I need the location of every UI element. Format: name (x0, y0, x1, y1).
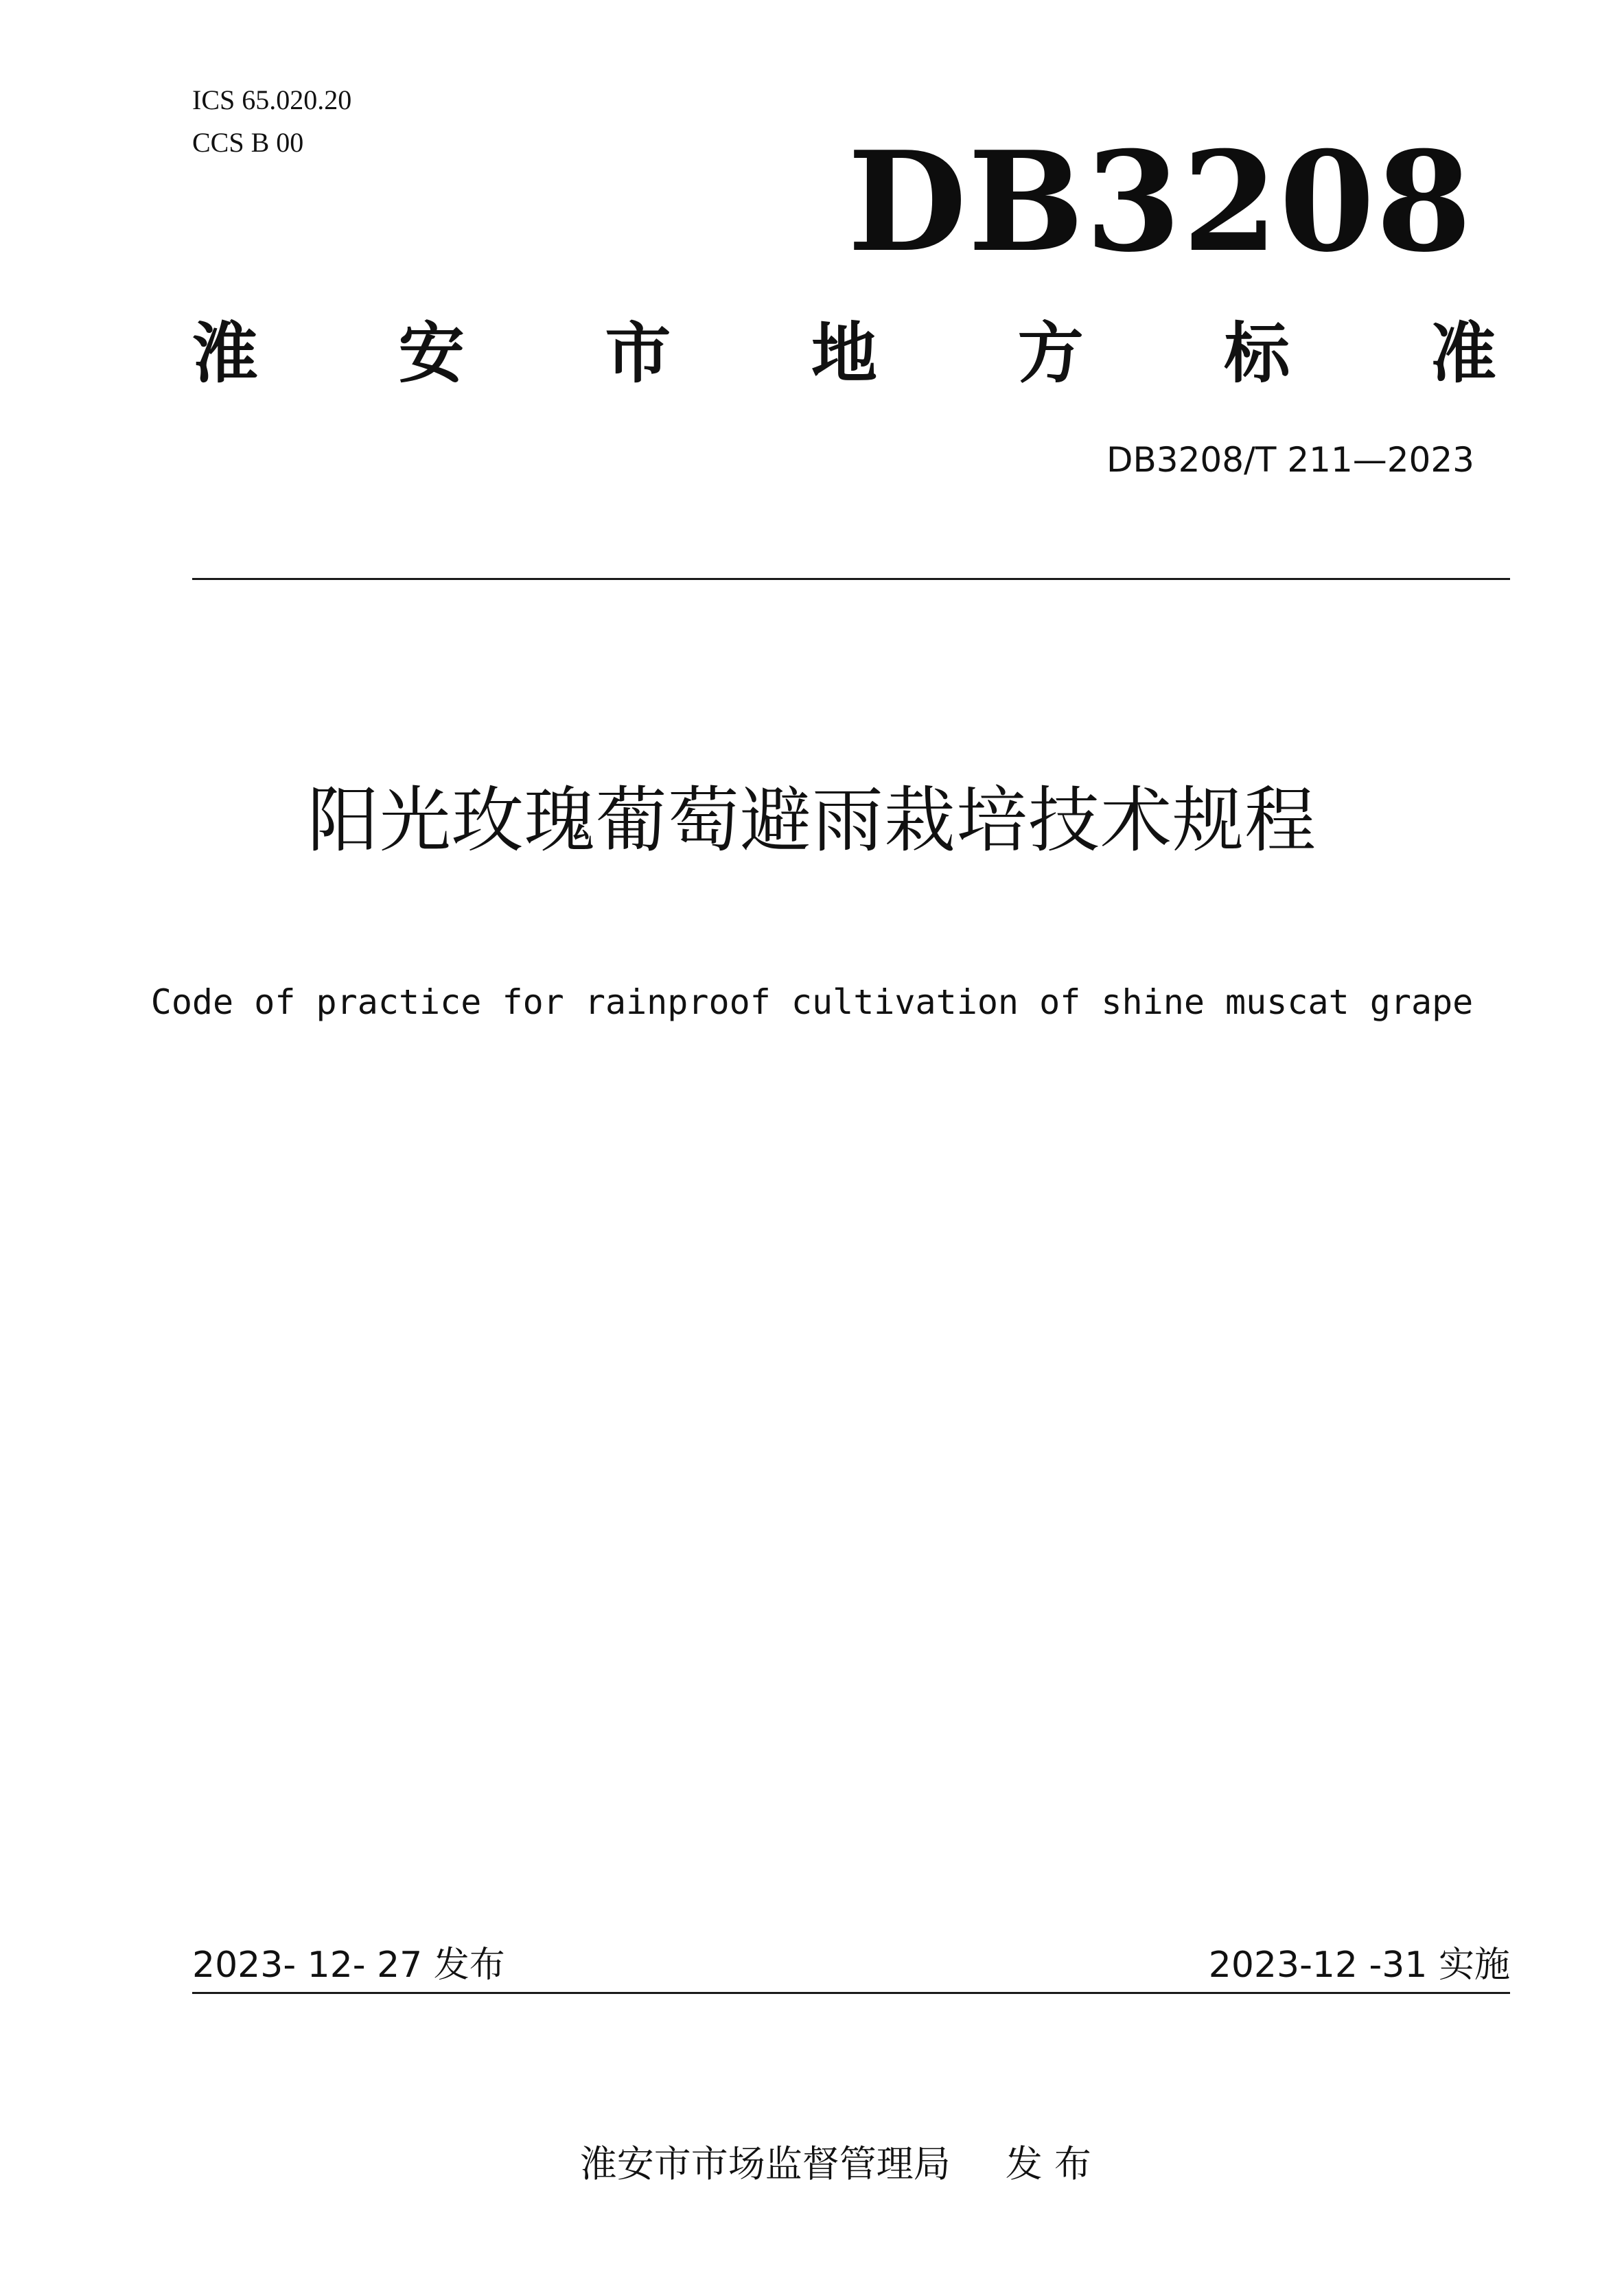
standard-type-char: 地 (811, 315, 877, 392)
standard-type-char: 市 (605, 315, 671, 392)
standard-type-char: 标 (1224, 315, 1290, 392)
publish-label: 发 布 (1005, 2142, 1091, 2185)
document-title-english: Code of practice for rainproof cultivation of shine muscat grape (150, 982, 1474, 1022)
document-title-chinese: 阳光玫瑰葡萄避雨栽培技术规程 (307, 778, 1316, 862)
issue-date: 2023- 12- 27 发布 (192, 1945, 505, 1986)
publisher-line (0, 2092, 1624, 2236)
ics-code: ICS 65.020.20 (192, 84, 352, 115)
standard-type-char: 方 (1017, 315, 1084, 392)
db-standard-mark: DB3208 (847, 121, 1473, 283)
top-divider (192, 578, 1510, 580)
standard-type-heading (192, 312, 1496, 395)
classification-codes (192, 79, 351, 164)
standard-type-char: 淮 (192, 315, 258, 392)
implementation-date: 2023-12 -31 实施 (1208, 1945, 1510, 1986)
standard-type-char: 安 (398, 315, 465, 392)
standard-type-char: 准 (1430, 315, 1496, 392)
ccs-code: CCS B 00 (192, 127, 304, 158)
standard-number: DB3208/T 211—2023 (1106, 440, 1474, 480)
bottom-divider (192, 1992, 1510, 1994)
publisher-name: 淮安市市场监督管理局 (579, 2142, 951, 2185)
